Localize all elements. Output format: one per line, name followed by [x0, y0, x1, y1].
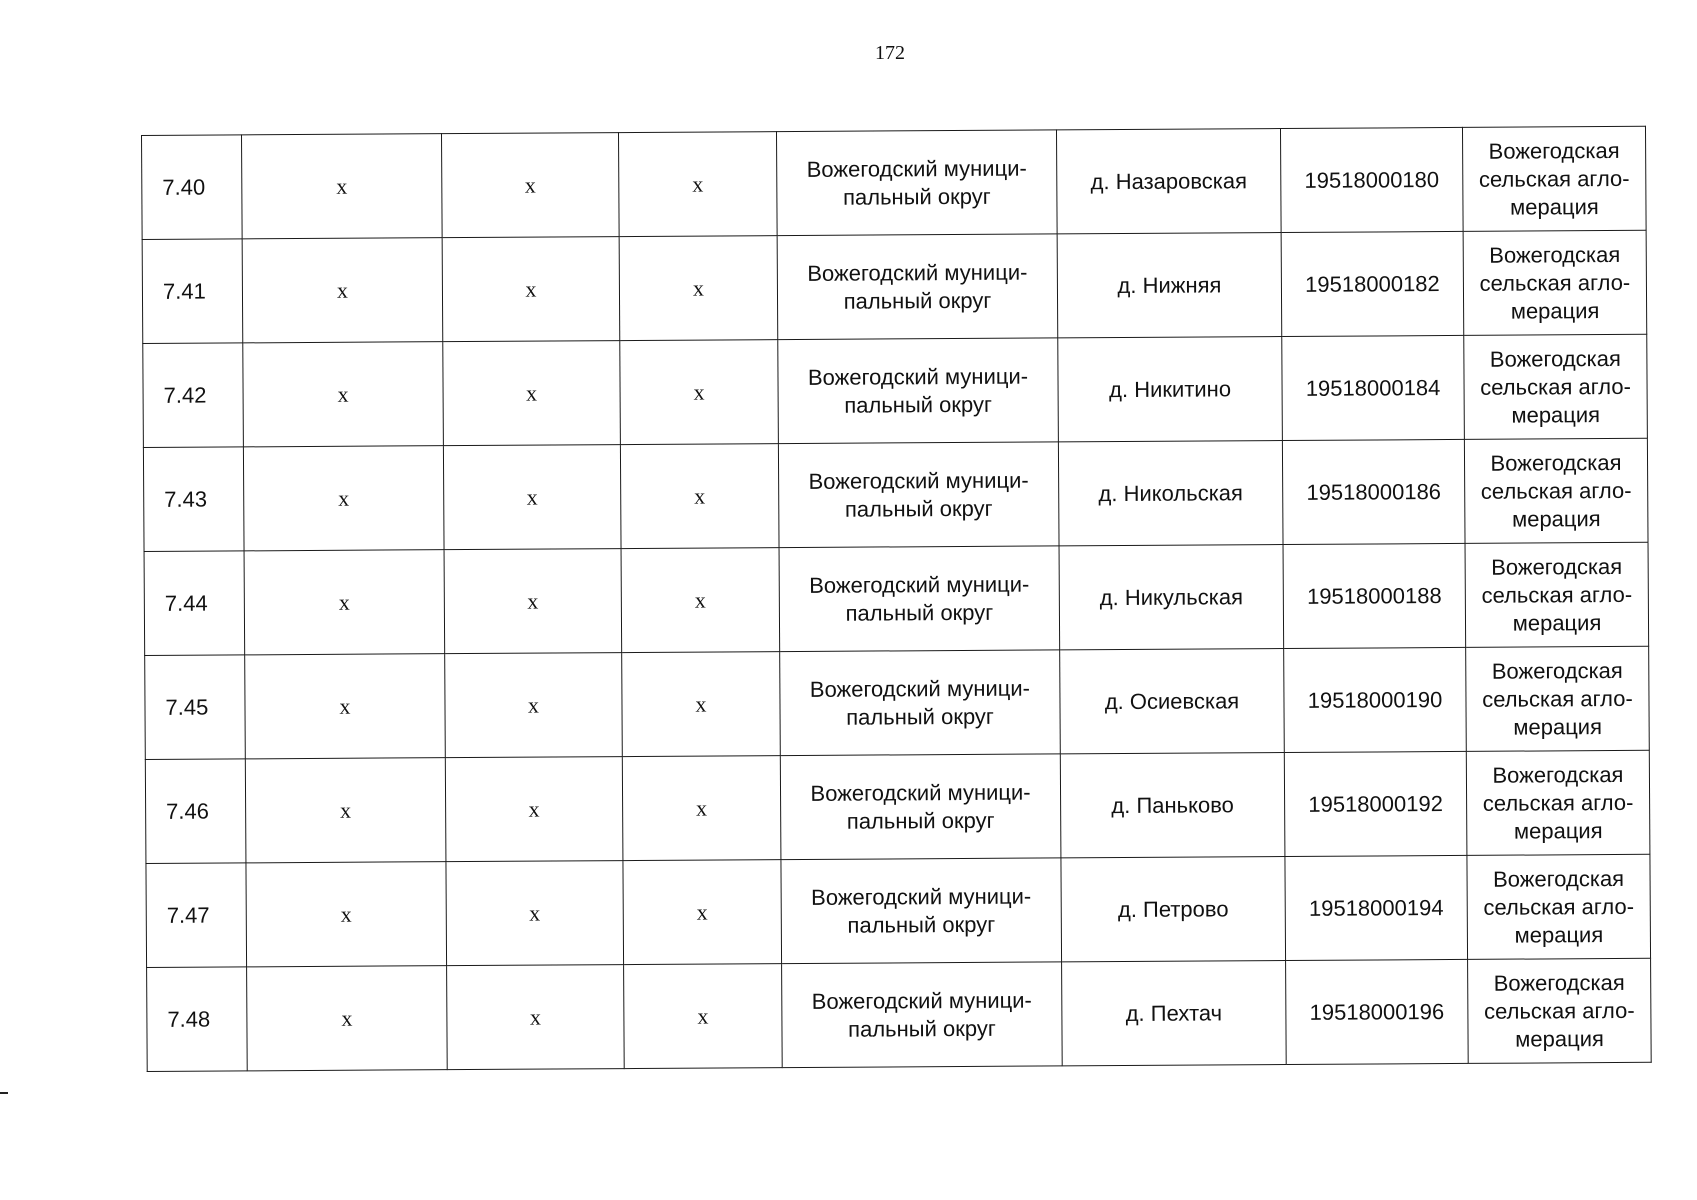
table-row: [145, 750, 1650, 863]
agglomeration-line: мерация: [1513, 817, 1603, 844]
empty-mark-cell: х: [620, 340, 779, 445]
empty-mark-cell: х: [442, 237, 620, 342]
agglomeration-line: Вожегодская: [1488, 137, 1620, 164]
table-row: [144, 542, 1649, 655]
table-body: [142, 126, 1652, 1071]
row-number-cell: 7.40: [142, 135, 243, 240]
empty-mark-cell: х: [619, 236, 778, 341]
empty-mark-cell: х: [622, 652, 781, 757]
oktmo-code-cell: 19518000180: [1280, 127, 1463, 232]
settlements-table: [141, 126, 1652, 1072]
district-cell: [780, 650, 1061, 756]
table-row: [142, 126, 1647, 239]
agglomeration-line: мерация: [1511, 401, 1601, 428]
row-number-cell: 7.42: [143, 343, 244, 448]
agglomeration-line: сельская агло-: [1482, 789, 1634, 816]
agglomeration-cell: [1468, 958, 1652, 1063]
district-line: Вожегодский муници-: [806, 155, 1027, 182]
district-cell: [779, 546, 1060, 652]
agglomeration-line: мерация: [1510, 297, 1600, 324]
agglomeration-line: мерация: [1514, 921, 1604, 948]
empty-mark-cell: х: [618, 132, 777, 237]
agglomeration-cell: [1467, 854, 1651, 959]
district-line: пальный округ: [847, 911, 996, 938]
empty-mark-cell: х: [242, 238, 443, 343]
row-number-cell: 7.45: [145, 655, 246, 760]
table-row: [145, 646, 1650, 759]
agglomeration-line: сельская агло-: [1482, 685, 1633, 712]
district-line: пальный округ: [846, 703, 994, 730]
agglomeration-line: Вожегодская: [1489, 345, 1621, 372]
district-line: Вожегодский муници-: [808, 467, 1029, 494]
settlement-cell: д. Пехтач: [1062, 961, 1287, 1066]
district-cell: [781, 858, 1062, 964]
oktmo-code-cell: 19518000182: [1281, 231, 1464, 336]
district-line: пальный округ: [844, 495, 993, 522]
empty-mark-cell: х: [622, 756, 781, 861]
agglomeration-line: сельская агло-: [1478, 165, 1630, 192]
agglomeration-cell: [1463, 230, 1647, 335]
empty-mark-cell: х: [623, 860, 782, 965]
agglomeration-line: Вожегодская: [1490, 449, 1622, 476]
table-row: [147, 958, 1652, 1071]
empty-mark-cell: х: [441, 133, 619, 238]
district-cell: [776, 130, 1057, 236]
agglomeration-line: сельская агло-: [1479, 269, 1631, 296]
oktmo-code-cell: 19518000184: [1282, 335, 1465, 440]
agglomeration-cell: [1464, 438, 1648, 543]
oktmo-code-cell: 19518000194: [1285, 855, 1468, 960]
district-line: пальный округ: [842, 183, 991, 210]
agglomeration-line: сельская агло-: [1480, 477, 1632, 504]
settlement-cell: д. Никульская: [1059, 545, 1284, 650]
empty-mark-cell: х: [246, 862, 447, 967]
district-line: Вожегодский муници-: [807, 363, 1029, 390]
district-line: Вожегодский муници-: [810, 779, 1031, 806]
empty-mark-cell: х: [247, 966, 448, 1071]
row-number-cell: 7.44: [144, 551, 245, 656]
empty-mark-cell: х: [446, 861, 624, 966]
agglomeration-line: Вожегодская: [1492, 761, 1624, 788]
oktmo-code-cell: 19518000196: [1286, 959, 1469, 1064]
empty-mark-cell: х: [445, 653, 623, 758]
agglomeration-line: сельская агло-: [1481, 581, 1633, 608]
agglomeration-line: сельская агло-: [1480, 373, 1631, 400]
district-line: пальный округ: [845, 599, 994, 626]
empty-mark-cell: х: [242, 134, 443, 239]
page-number: 172: [875, 42, 905, 64]
agglomeration-line: Вожегодская: [1492, 865, 1625, 892]
agglomeration-line: мерация: [1511, 505, 1601, 532]
empty-mark-cell: х: [444, 549, 622, 654]
district-cell: [778, 338, 1059, 444]
district-line: пальный округ: [846, 807, 995, 834]
agglomeration-line: сельская агло-: [1483, 893, 1635, 920]
agglomeration-line: Вожегодская: [1489, 241, 1621, 268]
district-line: Вожегодский муници-: [807, 259, 1028, 286]
district-line: Вожегодский муници-: [811, 987, 1032, 1014]
district-line: пальный округ: [843, 287, 992, 314]
settlement-cell: д. Осиевская: [1060, 649, 1285, 754]
agglomeration-line: Вожегодская: [1493, 969, 1625, 996]
oktmo-code-cell: 19518000188: [1283, 543, 1466, 648]
table-row: [143, 334, 1648, 447]
oktmo-code-cell: 19518000190: [1284, 647, 1467, 752]
district-cell: [777, 234, 1058, 340]
oktmo-code-cell: 19518000192: [1284, 751, 1467, 856]
table-row: [146, 854, 1651, 967]
row-number-cell: 7.47: [146, 863, 247, 968]
settlement-cell: д. Никитино: [1058, 337, 1283, 442]
agglomeration-line: мерация: [1515, 1025, 1604, 1052]
row-number-cell: 7.46: [145, 759, 246, 864]
agglomeration-cell: [1464, 334, 1648, 439]
district-line: Вожегодский муници-: [809, 675, 1031, 702]
district-line: пальный округ: [844, 391, 993, 418]
agglomeration-line: мерация: [1512, 609, 1602, 636]
empty-mark-cell: х: [621, 548, 780, 653]
margin-mark: [0, 1092, 8, 1094]
agglomeration-line: сельская агло-: [1483, 997, 1635, 1024]
empty-mark-cell: х: [443, 445, 621, 550]
district-cell: [780, 754, 1061, 860]
agglomeration-cell: [1462, 126, 1646, 231]
agglomeration-line: мерация: [1510, 193, 1599, 220]
district-line: Вожегодский муници-: [809, 571, 1030, 598]
district-cell: [778, 442, 1059, 548]
empty-mark-cell: х: [447, 965, 625, 1070]
empty-mark-cell: х: [445, 757, 623, 862]
district-line: Вожегодский муници-: [811, 883, 1032, 910]
agglomeration-line: мерация: [1513, 713, 1603, 740]
settlement-cell: д. Паньково: [1060, 753, 1285, 858]
table-row: [143, 438, 1648, 551]
empty-mark-cell: х: [620, 444, 779, 549]
empty-mark-cell: х: [244, 550, 445, 655]
empty-mark-cell: х: [245, 758, 446, 863]
empty-mark-cell: х: [243, 446, 444, 551]
district-cell: [782, 962, 1063, 1068]
row-number-cell: 7.41: [142, 239, 243, 344]
agglomeration-cell: [1466, 750, 1650, 855]
table-row: [142, 230, 1647, 343]
agglomeration-cell: [1466, 646, 1650, 751]
agglomeration-line: Вожегодская: [1491, 553, 1623, 580]
empty-mark-cell: х: [443, 341, 621, 446]
settlement-cell: д. Назаровская: [1056, 129, 1281, 234]
empty-mark-cell: х: [245, 654, 446, 759]
settlement-cell: д. Нижняя: [1057, 233, 1282, 338]
district-line: пальный округ: [848, 1015, 996, 1042]
oktmo-code-cell: 19518000186: [1282, 439, 1465, 544]
agglomeration-cell: [1465, 542, 1649, 647]
agglomeration-line: Вожегодская: [1491, 657, 1623, 684]
empty-mark-cell: х: [243, 342, 444, 447]
empty-mark-cell: х: [624, 964, 783, 1069]
row-number-cell: 7.43: [143, 447, 244, 552]
row-number-cell: 7.48: [147, 967, 248, 1072]
settlement-cell: д. Никольская: [1058, 441, 1283, 546]
settlement-cell: д. Петрово: [1061, 857, 1286, 962]
